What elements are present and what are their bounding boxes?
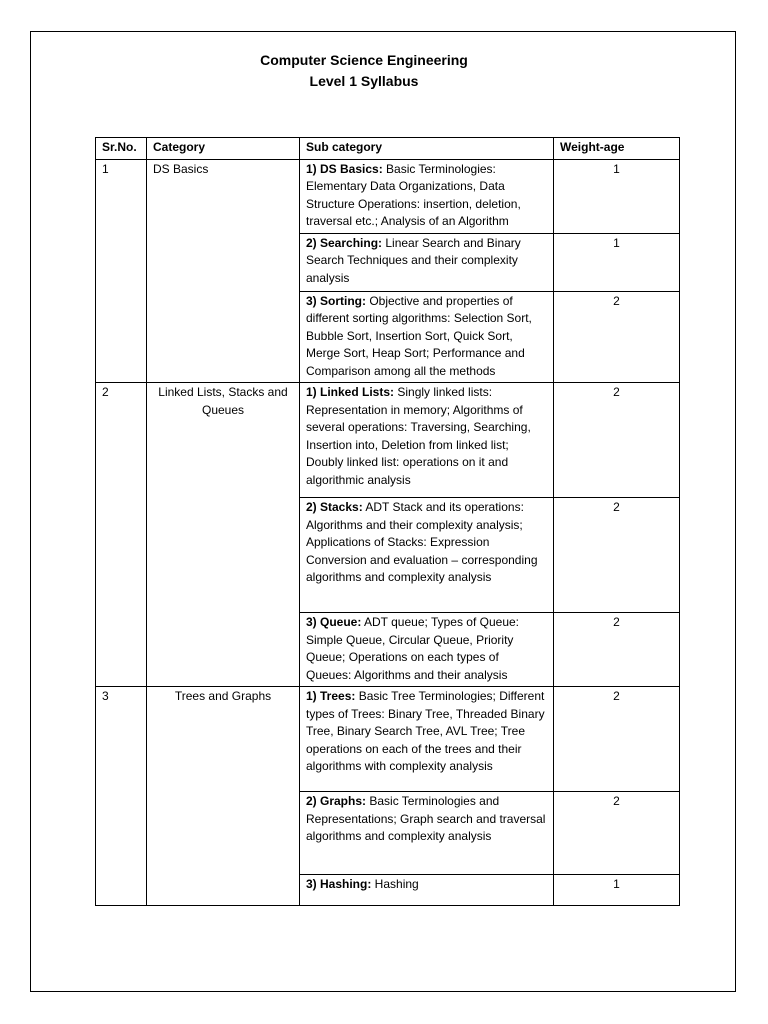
table-row: [96, 687, 680, 792]
sub-category-cell: [300, 159, 554, 233]
sub-category-text: Linear Search and Binary Search Techniques and their complexity analysis: [306, 235, 521, 285]
sub-category-label: 3) Hashing:: [306, 877, 372, 891]
sub-category-label: 3) Sorting:: [306, 293, 366, 308]
sub-category-cell: [300, 613, 554, 687]
sub-category-label: 3) Queue:: [306, 615, 362, 629]
document-title: Computer Science Engineering: [260, 52, 468, 68]
weightage-cell: 2: [554, 687, 680, 792]
weightage-cell: 2: [554, 383, 680, 498]
header-category: Category: [147, 138, 300, 160]
table-header-row: [96, 138, 680, 160]
sub-category-label: 1) Linked Lists:: [306, 385, 395, 399]
sub-category-text: Basic Tree Terminologies; Different types of Trees: Binary Tree, Threaded Binary Tree, Binary Search Tree, AVL Tree; Tree operations on each of the trees and their algorithms with complexity analysis: [306, 689, 545, 773]
header-weightage: Weight-age: [554, 138, 680, 160]
document-title-block: [0, 50, 728, 92]
sub-category-cell: [300, 875, 554, 906]
weightage-cell: 1: [554, 159, 680, 233]
sub-category-text: Objective and properties of different sorting algorithms: Selection Sort, Bubble Sort, Insertion Sort, Quick Sort, Merge Sort, Heap Sort; Performance and Comparison among all the methods: [306, 293, 532, 378]
sub-category-text: Basic Terminologies and Representations; Graph search and traversal algorithms and complexity analysis: [306, 794, 546, 843]
sub-category-text: Hashing: [371, 877, 419, 891]
sub-category-label: 1) Trees:: [306, 689, 356, 703]
syllabus-table: [95, 137, 680, 906]
header-sub-category: Sub category: [300, 138, 554, 160]
sub-category-cell: [300, 498, 554, 613]
weightage-cell: 2: [554, 291, 680, 383]
sr-no-cell: 1: [96, 159, 147, 383]
weightage-cell: 1: [554, 875, 680, 906]
category-cell: DS Basics: [147, 159, 300, 383]
sub-category-label: 1) DS Basics:: [306, 161, 383, 176]
sub-category-text: ADT queue; Types of Queue: Simple Queue, Circular Queue, Priority Queue; Operations on each types of Queues: Algorithms and their analysis: [306, 615, 520, 682]
sub-category-text: Singly linked lists: Representation in memory; Algorithms of several operations: Traversing, Searching, Insertion into, Deletion from linked list; Doubly linked list: operations on it and algorithmic analysis: [306, 385, 531, 487]
sub-category-cell: [300, 383, 554, 498]
sub-category-cell: [300, 233, 554, 291]
weightage-cell: 2: [554, 792, 680, 875]
category-cell: Trees and Graphs: [147, 687, 300, 906]
sr-no-cell: 2: [96, 383, 147, 687]
sub-category-cell: [300, 687, 554, 792]
table-row: [96, 159, 680, 233]
table-row: [96, 383, 680, 498]
sub-category-label: 2) Searching:: [306, 235, 383, 250]
sr-no-cell: 3: [96, 687, 147, 906]
sub-category-label: 2) Stacks:: [306, 500, 363, 514]
weightage-cell: 1: [554, 233, 680, 291]
sub-category-text: Basic Terminologies: Elementary Data Organizations, Data Structure Operations: insertion, deletion, traversal etc.; Analysis of an Algorithm: [306, 161, 521, 228]
header-sr-no: Sr.No.: [96, 138, 147, 160]
weightage-cell: 2: [554, 498, 680, 613]
document-subtitle: Level 1 Syllabus: [309, 73, 419, 89]
sub-category-label: 2) Graphs:: [306, 794, 367, 808]
category-cell: Linked Lists, Stacks and Queues: [147, 383, 300, 687]
sub-category-cell: [300, 291, 554, 383]
sub-category-text: ADT Stack and its operations: Algorithms and their complexity analysis; Applications of Stacks: Expression Conversion and evaluation – corresponding algorithms and complexity analysis: [306, 500, 538, 584]
sub-category-cell: [300, 792, 554, 875]
weightage-cell: 2: [554, 613, 680, 687]
